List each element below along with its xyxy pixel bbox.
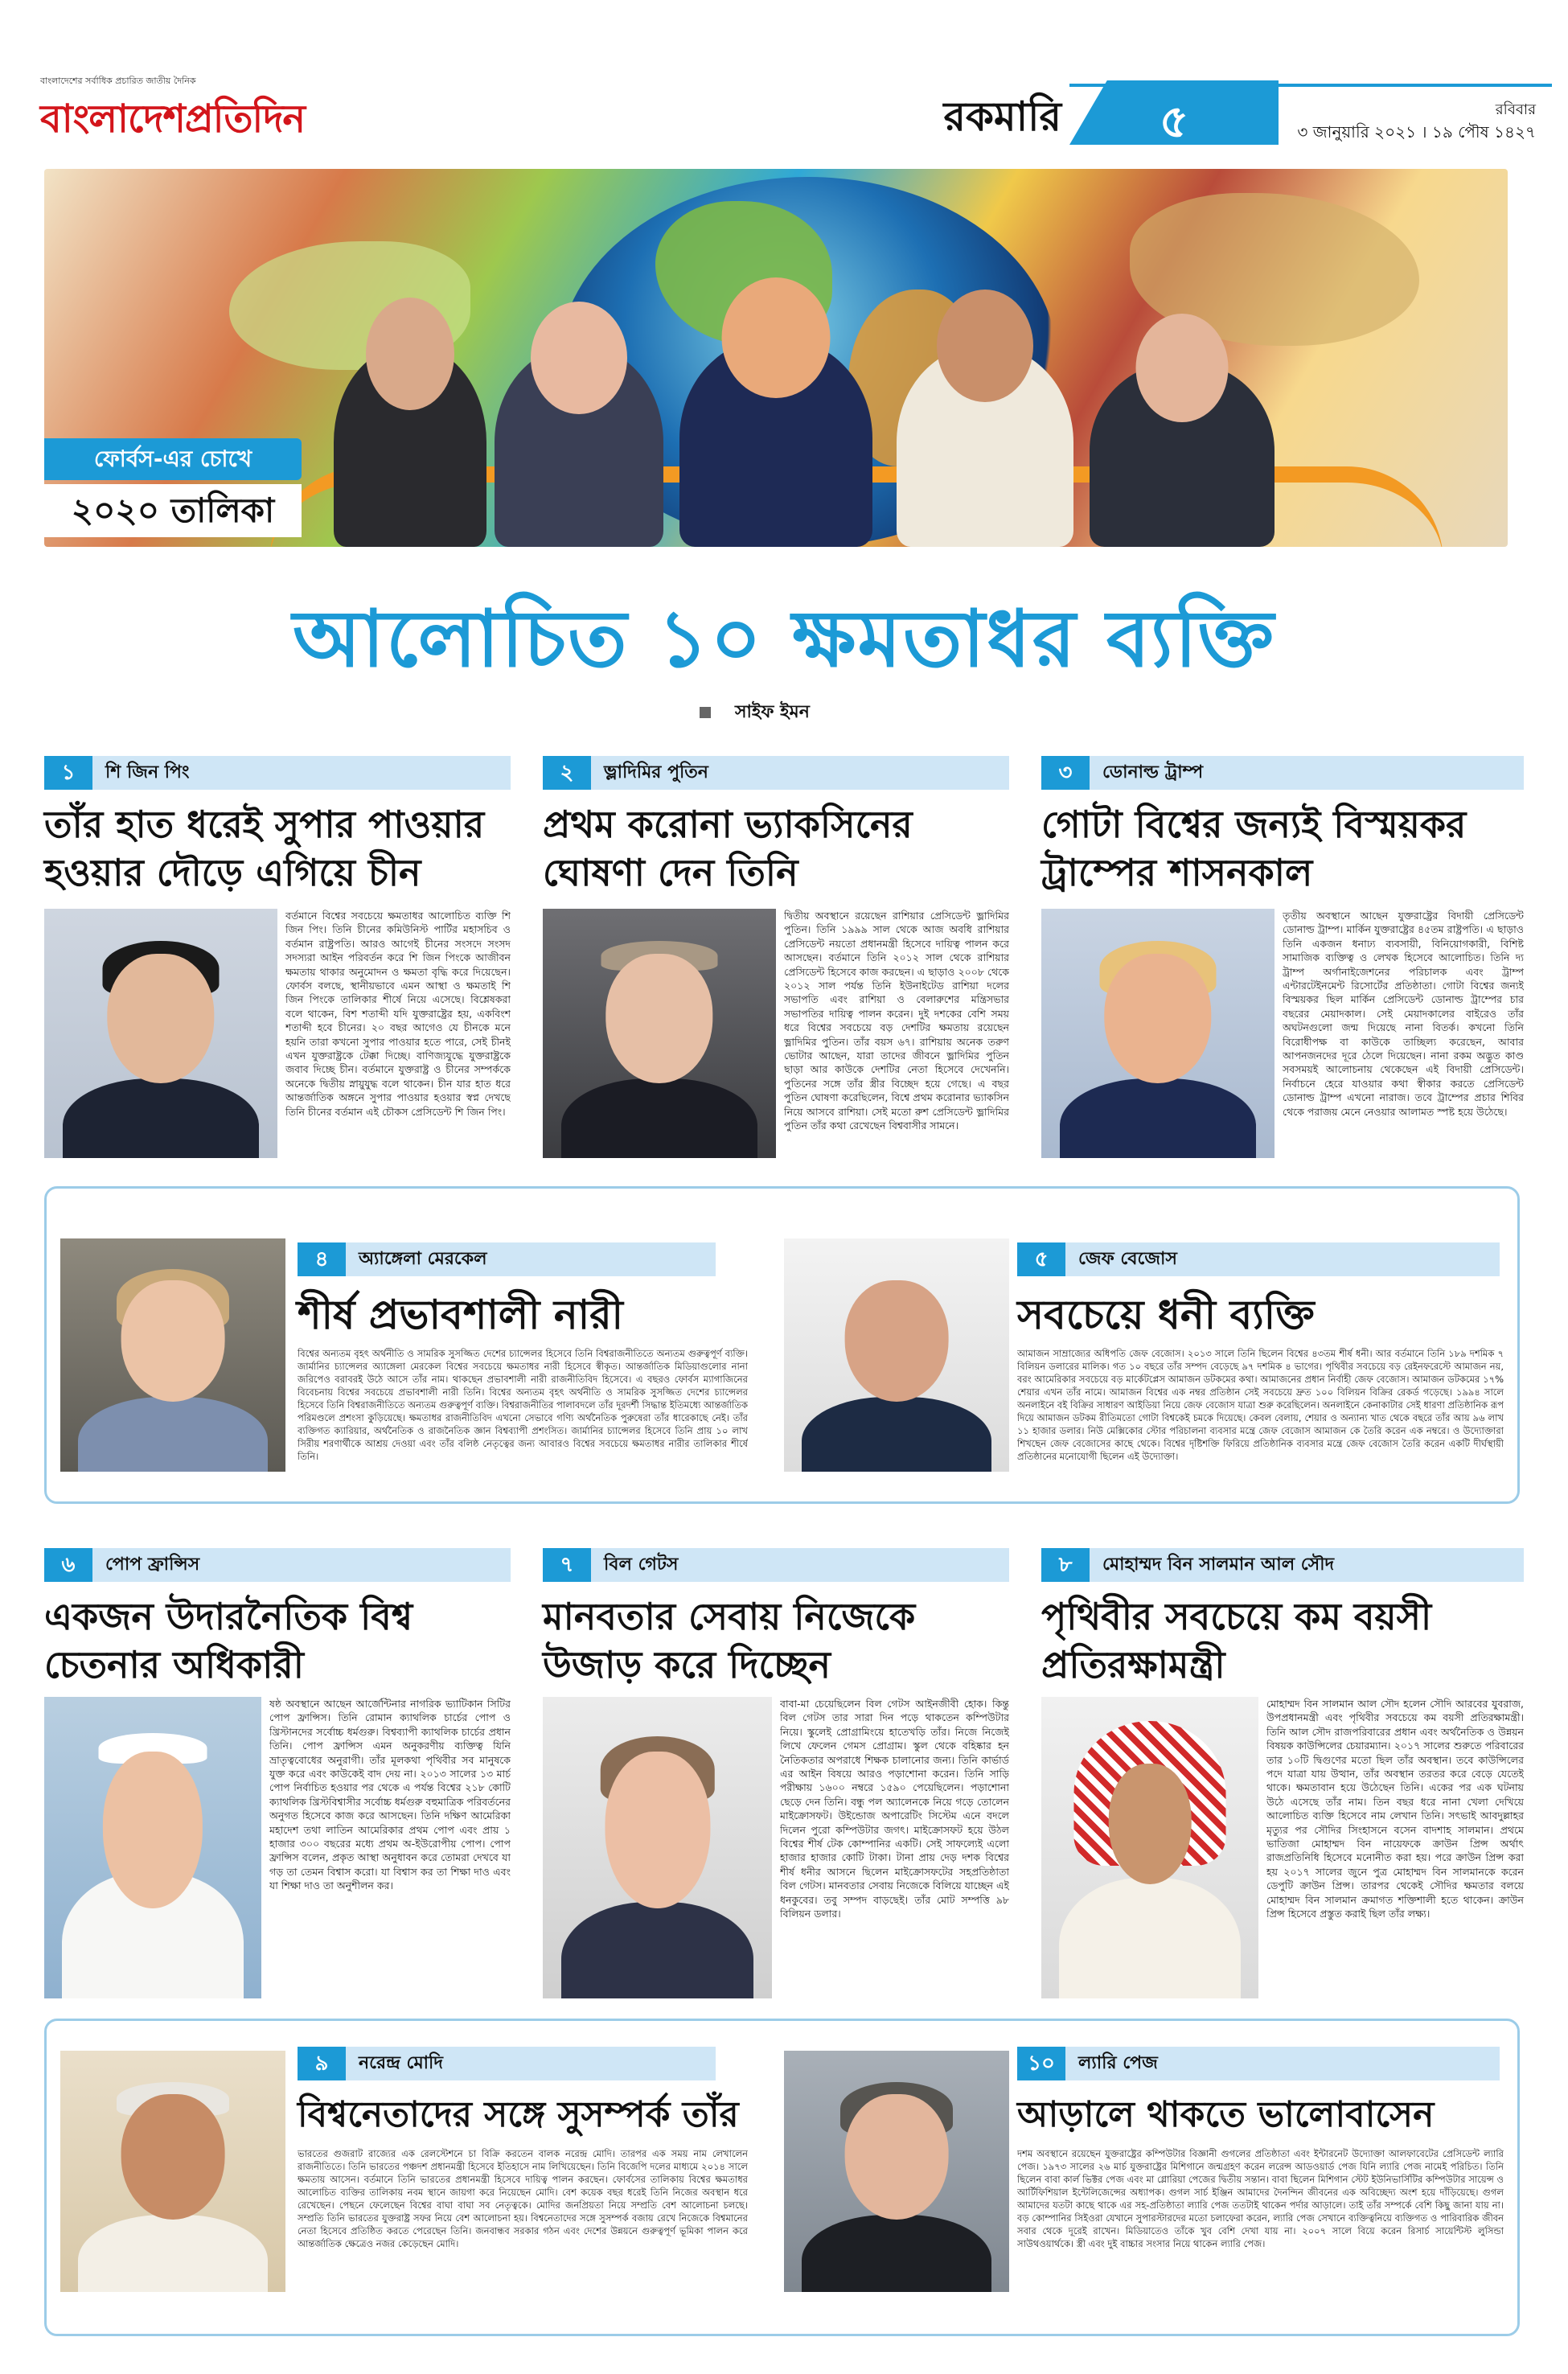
- entry-name: জেফ বেজোস: [1078, 1249, 1177, 1269]
- entry-title: একজন উদারনৈতিক বিশ্ব চেতনার অধিকারী: [44, 1595, 413, 1686]
- entry-label-10: [1017, 2047, 1500, 2080]
- entry-name: নরেন্দ্র মোদি: [359, 2053, 443, 2073]
- entry-number: ২: [543, 756, 591, 790]
- photo-pope-francis: [44, 1697, 261, 1998]
- entry-number: ৬: [44, 1548, 92, 1582]
- photo-vladimir-putin: [543, 909, 776, 1158]
- entry-label-1: [44, 756, 511, 790]
- entry-body: বিশ্বের অন্যতম বৃহৎ অর্থনীতি ও সামরিক সুসজ্জিত দেশের চ্যান্সেলর হিসেবে তিনি বিশ্বরাজনীতিতে অন্যতম গুরুত্বপূর্ণ ব্যক্তি। জার্মানির চ্যান্সেলর অ্যাঙ্গেলা মেরকেল বিশ্বের সবচেয়ে ক্ষমতাধর নারী হিসেবে স্বীকৃত। আন্তর্জাতিক মিডিয়াগুলোর নানা জরিপেও বরাবরই উঠে আসে তাঁর নাম। থাকছেন প্রভাবশালী নারী রাজনীতিবিদ হিসেবে। এ বছরও ফোর্বস ম্যাগাজিনের বিবেচনায় বিশ্বের সবচেয়ে প্রভাবশালী নারী তিনি। বিশ্বের অন্যতম বৃহৎ অর্থনীতি ও সামরিক সুসজ্জিত দেশের চ্যান্সেলর হিসেবে তিনি বিশ্বরাজনীতিতে অন্যতম গুরুত্বপূর্ণ ব্যক্তি। বিশ্বরাজনীতির পালাবদলে তাঁর দূরদর্শী সিদ্ধান্ত ইতিমধ্যে আন্তর্জাতিক পরিমণ্ডলে প্রশংসা কুড়িয়েছে। ক্ষমতাধর রাজনীতিবিদ এখনো সেভাবে গণ্যি অর্থনৈতিক পুরুষেরা তাঁর ধারেকাছে নেই। তাঁর ব্যক্তিগত ক্যারিয়ার, অর্থনৈতিক ও রাজনৈতিক জ্ঞান বিশ্বব্যাপী প্রশংসিত। জার্মানির চ্যান্সেলর হিসেবে তিনি প্রায় ১০ লাখ সিরীয় শরণার্থীকে আশ্রয় দেওয়া এবং তাঁর বলিষ্ঠ নেতৃত্বের জন্য আবারও বিশ্বের সবচেয়ে ক্ষমতাধর নারীর তালিকার শীর্ষে তিনি।: [298, 1348, 748, 1462]
- byline-bullet-icon: [700, 707, 711, 718]
- entry-number: ৫: [1017, 1242, 1065, 1276]
- entry-label-4: [298, 1242, 716, 1276]
- entry-body: তৃতীয় অবস্থানে আছেন যুক্তরাষ্ট্রের বিদায়ী প্রেসিডেন্ট ডোনাল্ড ট্রাম্প। মার্কিন যুক্তরাষ্ট্রের ৪৫তম রাষ্ট্রপতি। এ ছাড়াও তিনি একজন ধনাঢ্য ব্যবসায়ী, বিনিয়োগকারী, বিশিষ্ট সামাজিক ব্যক্তিত্ব ও লেখক হিসেবে আলোচিত। তিনি দ্য ট্রাম্প অর্গানাইজেশনের পরিচালক এবং ট্রাম্প এন্টারটেইনমেন্ট রিসোর্টের প্রতিষ্ঠাতা। গোটা বিশ্বের জন্যই বিস্ময়কর ছিল মার্কিন প্রেসিডেন্ট ডোনাল্ড ট্রাম্পের চার বছরের মেয়াদকাল। সেই মেয়াদকালের বাইরেও তাঁর অঘটনগুলো জন্ম দিয়েছে নানা বিতর্ক। কখনো তিনি বিরোধীপক্ষ বা কাউকে তাচ্ছিল্য করেছেন, আবার আপনজনদের দূরে ঠেলে দিয়েছেন। নানা রকম অদ্ভুত কাণ্ড সবসময়ই আলোচনায় থেকেছেন এই বিদায়ী প্রেসিডেন্ট। নির্বাচনে হেরে যাওয়ার কথা স্বীকার করতে প্রেসিডেন্ট ডোনাল্ড ট্রাম্প এখনো নারাজ। তবে ট্রাম্পের প্রচার শিবির থেকে পরাজয় মেনে নেওয়ার আলামত স্পষ্ট হয়ে উঠেছে।: [1283, 910, 1524, 1118]
- entry-body: দশম অবস্থানে রয়েছেন যুক্তরাষ্ট্রের কম্পিউটার বিজ্ঞানী গুগলের প্রতিষ্ঠাতা এবং ইন্টারনেট উদ্যোক্তা আলফাবেটের প্রেসিডেন্ট ল্যারি পেজ। ১৯৭৩ সালের ২৬ মার্চ যুক্তরাষ্ট্রের মিশিগানে জন্মগ্রহণ করেন লরেন্স আডওয়ার্ড পেজ যিনি ল্যারি পেজ নামেই পরিচিত। তিনি ছিলেন বাবা কার্ল ভিক্টর পেজ এবং মা গ্লোরিয়া পেজের দ্বিতীয় সন্তান। বাবা ছিলেন মিশিগান স্টেট ইউনিভার্সিটির কম্পিউটার সায়েন্স ও আর্টিফিশিয়াল ইন্টেলিজেন্সের অধ্যাপক। গুগল সার্চ ইঞ্জিন আমাদের দৈনন্দিন জীবনের এক অবিচ্ছেদ্য অংশ হয়ে দাঁড়িয়েছে। গুগল আমাদের যতটা কাছে থাকে এর সহ-প্রতিষ্ঠাতা ল্যারি পেজ ততটাই থাকেন পর্দার আড়ালে। তাই তাঁর সম্পর্কে বেশি কিছু জানা যায় না। বড় কোম্পানির সিইওরা যেখানে সুপারস্টারদের মতো চলাফেরা করেন, ল্যারি পেজ সেখানে ব্যক্তিত্বনিয়ে ব্যক্তিগত ও পারিবারিক জীবন সবার থেকে দূরেই রাখেন। মিডিয়াতেও তাঁকে খুব বেশি দেখা যায় না। ২০০৭ সালে বিয়ে করেন রিসার্চ সায়েন্টিস্ট লুসিন্ডা সাউথওয়ার্থকে। স্ত্রী এবং দুই বাচ্চার সংসার নিয়ে থাকেন ল্যারি পেজ।: [1017, 2148, 1504, 2249]
- entry-body: আমাজন সাম্রাজ্যের অধিপতি জেফ বেজোস। ২০১৩ সালে তিনি ছিলেন বিশ্বের ৪৩তম শীর্ষ ধনী। আর বর্তমানে তিনি ১৮৯ দশমিক ৭ বিলিয়ন ডলারের মালিক। গত ১০ বছরে তাঁর সম্পদ বেড়েছে ৯৭ দশমিক ৪ ভাগের। পৃথিবীর সবচেয়ে বড় রেইনফরেস্টে আমাজন নয়, বরং আমেরিকার সবচেয়ে বড় মার্কেটপ্লেস আমাজন ডটকমের কথা। আমাজনের প্রধান নির্বাহী জেফ বেজোস। আমাজন ডটকমের ১৭% শেয়ার এখন তাঁর নামে। আমাজন বিশ্বের এক নম্বর প্রতিষ্ঠান সেই সবচেয়ে দ্রুত ১০০ বিলিয়ন বিক্রির রেকর্ড গড়েছে। ১৯৯৪ সালে অনলাইনে বই বিক্রির সাধারণ আইডিয়া নিয়ে জেফ বেজোস যাত্রা শুরু করেছিলেন। অনলাইনে কেনাকাটার সেই ধারণা প্রতিষ্ঠানিক রূপ দিয়ে আমাজন ডটকম রীতিমতো গোটা বিশ্বকেই চমকে দিয়েছে। কেবল বেলায়, শেয়ার ও অন্যান্য খাত থেকে বছরে তাঁর আয় ৯৬ লাখ ১১ হাজার ডলার। নিউ মেক্সিকোর স্টোর পরিচালনা ব্যবসার মন্ত্রে জেফ বেজোস আমাজন কে তৈরি করেন এক নম্বরে। ও উদ্যোক্তারা শিখছেন জেফ বেজোসের কাছে থেকে। বিশ্বের দৃষ্টিশক্তি ফিরিয়ে প্রতিষ্ঠানিক ব্যবসার মন্ত্রে জেফ বেজোস তৈরি করেন একটি দীর্ঘস্থায়ী প্রতিষ্ঠানের মনোযোগী ছিলেন এই উদ্যোক্তা।: [1017, 1348, 1504, 1462]
- banner-portrait-gates: [495, 346, 663, 547]
- masthead-logo[interactable]: [32, 72, 306, 145]
- entry-number: ৭: [543, 1548, 591, 1582]
- list-year-title: ২০২০ তালিকা: [44, 484, 302, 537]
- entry-number: ১০: [1017, 2047, 1065, 2080]
- entry-title: প্রথম করোনা ভ্যাকসিনের ঘোষণা দেন তিনি: [543, 803, 913, 894]
- author-name: সাইফ ইমন: [735, 702, 810, 722]
- entry-label-8: [1041, 1548, 1524, 1582]
- entry-name: ল্যারি পেজ: [1078, 2053, 1158, 2073]
- entry-title: তাঁর হাত ধরেই সুপার পাওয়ার হওয়ার দৌড়ে এগিয়ে চীন: [44, 803, 485, 894]
- entry-body: বাবা-মা চেয়েছিলেন বিল গেটস আইনজীবী হোক। কিন্তু বিল গেটস তার সারা দিন পড়ে থাকতেন কম্পিউটার নিয়ে। স্কুলেই প্রোগ্রামিংয়ে হাতেখড়ি তাঁর। নিজে নিজেই লিখে ফেলেন গেমস প্রোগ্রাম। স্কুল থেকে বহিষ্কার হন নৈতিকতার অপরাধে শিক্ষক চালানোর জন্য। তিনি কার্ভার্ড এর আইন বিষয়ে আরও পড়াশোনা করেন। তিনি সাড়ি পরীক্ষায় ১৬০০ নম্বরে ১৫৯০ পেয়েছিলেন। পড়াশোনা ছেড়ে দেন তিনি। বন্ধু পল অ্যালেনকে নিয়ে গড়ে তোলেন মাইক্রোসফট। উইন্ডোজ অপারেটিং সিস্টেম এনে বদলে দিলেন পুরো কম্পিউটার জগৎ। মাইক্রোসফট হয়ে উঠল বিশ্বের শীর্ষ টেক কোম্পানির একটি। সেই সাফল্যেই এলো হাজার হাজার কোটি টাকা। টানা প্রায় দেড় দশক বিশ্বের শীর্ষ ধনীর আসনে ছিলেন মাইক্রোসফটের সহপ্রতিষ্ঠাতা বিল গেটস। মানবতার সেবায় নিজেকে বিলিয়ে যাচ্ছেন এই ধনকুবের। তবু সম্পদ বাড়ছেই। তাঁর মোট সম্পত্তি ৯৮ বিলিয়ন ডলার।: [780, 1698, 1009, 1920]
- entry-number: ৩: [1041, 756, 1090, 790]
- photo-narendra-modi: [60, 2051, 285, 2292]
- main-headline: আলোচিত ১০ ক্ষমতাধর ব্যক্তি: [292, 594, 1276, 685]
- entry-label-3: [1041, 756, 1524, 790]
- entry-title: মানবতার সেবায় নিজেকে উজাড় করে দিচ্ছেন: [543, 1595, 916, 1686]
- photo-angela-merkel: [60, 1238, 285, 1472]
- entry-title: সবচেয়ে ধনী ব্যক্তি: [1017, 1292, 1315, 1338]
- entry-name: অ্যাঙ্গেলা মেরকেল: [359, 1249, 487, 1269]
- photo-mohammed-bin-salman: [1041, 1697, 1258, 1998]
- entry-name: পোপ ফ্রান্সিস: [105, 1555, 200, 1575]
- forbes-tag: ফোর্বস-এর চোখে: [44, 438, 302, 480]
- photo-donald-trump: [1041, 909, 1275, 1158]
- entry-title: গোটা বিশ্বের জন্যই বিস্ময়কর ট্রাম্পের শাসনকাল: [1041, 803, 1467, 894]
- issue-date: ৩ জানুয়ারি ২০২১ । ১৯ পৌষ ১৪২৭: [1297, 122, 1536, 142]
- page-number: ৫: [1159, 96, 1189, 148]
- entry-title: পৃথিবীর সবচেয়ে কম বয়সী প্রতিরক্ষামন্ত্রী: [1041, 1595, 1432, 1686]
- entry-name: ভ্লাদিমির পুতিন: [604, 762, 708, 782]
- byline: [700, 698, 1021, 728]
- banner-portrait-modi: [897, 346, 1073, 547]
- photo-bill-gates: [543, 1697, 772, 1998]
- entry-name: বিল গেটস: [604, 1555, 679, 1575]
- banner-portrait-putin: [1090, 362, 1275, 547]
- entry-name: শি জিন পিং: [105, 762, 190, 782]
- entry-body: বর্তমানে বিশ্বের সবচেয়ে ক্ষমতাধর আলোচিত ব্যক্তি শি জিন পিং। তিনি চীনের কমিউনিস্ট পার্টির মহাসচিব ও বর্তমান রাষ্ট্রপতি। আরও আগেই চীনের সংসদে সংসদ সদস্যরা আইন পরিবর্তন করে শি জিন পিংকে আজীবন ক্ষমতায় থাকার অনুমোদন ও ক্ষমতা বৃদ্ধি করে দিয়েছেন। ফোর্বস বলছে, স্থানীয়ভাবে এমন আস্থা ও ক্ষমতাই শি জিন পিংকে তালিকার শীর্ষে নিয়ে এসেছে। বিশ্লেষকরা বলে থাকেন, বিশ শতাব্দী যদি যুক্তরাষ্ট্রের হয়, একবিংশ শতাব্দী হবে চীনের। ২০ বছর আগেও যে চীনকে মনে হয়নি তারা কখনো সুপার পাওয়ার হতে পারে, সেই চীনই এখন যুক্তরাষ্ট্রকে টেক্কা দিচ্ছে। বাণিজ্যযুদ্ধে যুক্তরাষ্ট্রকে জবাব দিচ্ছে চীন। বর্তমানে যুক্তরাষ্ট্র ও চীনের সম্পর্ককে অনেকে দ্বিতীয় স্নায়ুযুদ্ধ বলে থাকেন। চীন যার হাত ধরে আন্তর্জাতিক অঙ্গনে সুপার পাওয়ার হওয়ার স্বপ্ন দেখছে তিনি চীনের বর্তমান এই চৌকস প্রেসিডেন্ট শি জিন পিং।: [285, 910, 511, 1118]
- entry-body: মোহাম্মদ বিন সালমান আল সৌদ হলেন সৌদি আরবের যুবরাজ, উপপ্রধানমন্ত্রী এবং পৃথিবীর সবচেয়ে কম বয়সী প্রতিরক্ষামন্ত্রী। তিনি আল সৌদ রাজপরিবারের প্রধান এবং অর্থনৈতিক ও উন্নয়ন বিষয়ক কাউন্সিলের চেয়ারম্যান। ২০১৭ সালের শুরুতে পরিবারের তার ১০টি দ্বিগুণের মতো ছিল তাঁর অবস্থান। তবে কাউন্সিলের পদে যাত্রা যায় উত্থান, তাঁর অবস্থান তরতর করে বেড়ে যেতেই থাকে। ক্ষমতাবান হয়ে উঠেছেন তিনি। একের পর এক ঘটনায় উঠে এসেছে তাঁর নাম। তিন বছর ধরে নানা খেলা দেখিয়ে আলোচিত ব্যক্তি হিসেবে নাম লেখান তিনি। সৎভাই আবদুল্লাহর মৃত্যুর পর সৌদির সিংহাসনে বসেন বাদশাহ সালমান। প্রথমে ভাতিজা মোহাম্মদ বিন নায়েফকে ক্রাউন প্রিন্স অর্থাৎ রাজপ্রতিনিধি হিসেবে মনোনীত করা হয়। পরে ক্রাউন প্রিন্স করা হয় ২০১৭ সালের জুনে পুত্র মোহাম্মদ বিন সালমানকে করেন ডেপুটি ক্রাউন প্রিন্স। তারপর থেকেই সৌদির ক্ষমতার বলয়ে মোহাম্মদ বিন সালমান ক্রমাগত শক্তিশালী হতে থাকেন। ক্রাউন প্রিন্স হিসেবে প্রস্তুত করাই ছিল তাঁর লক্ষ্য।: [1266, 1698, 1524, 1920]
- entry-title: আড়ালে থাকতে ভালোবাসেন: [1017, 2094, 1435, 2135]
- entry-number: ৮: [1041, 1548, 1090, 1582]
- entry-body: ষষ্ঠ অবস্থানে আছেন আর্জেন্টিনার নাগরিক ভ্যাটিকান সিটির পোপ ফ্রান্সিস। তিনি রোমান ক্যাথলিক চার্চের পোপ ও খ্রিস্টানদের সর্বোচ্চ ধর্মগুরু। বিশ্বব্যাপী ক্যাথলিক চার্চের প্রধান তিনি। পোপ ফ্রান্সিস এমন অনুকরণীয় ব্যক্তিত্ব যিনি ভ্রাতৃত্ববোধের অনুরাগী। তাঁর মূলকথা পৃথিবীর সব মানুষকে যুক্ত করে এবং কাউকেই বাদ দেয় না। ২০১৩ সালের ১৩ মার্চ পোপ নির্বাচিত হওয়ার পর থেকে এ পর্যন্ত বিশ্বের ২১৮ কোটি ক্যাথলিক খ্রিস্টবিশ্বাসীর সর্বোচ্চ ধর্মগুরু বহুমাত্রিক পরিবর্তনের অনুগত হিসেবে কাজ করে আসছেন। তিনি দক্ষিণ আমেরিকা মহাদেশ তথা লাতিন আমেরিকার প্রথম পোপ এবং প্রায় ১ হাজার ৩০০ বছরের মধ্যে প্রথম অ-ইউরোপীয় পোপ। পোপ ফ্রান্সিস বলেন, প্রকৃত আস্থা অনুধাবন করে তোমরা দেখবে যা গড় তা তেমন বিশ্বাস করো। যা বিশ্বাস কর তা শিক্ষা দাও এবং যা শিক্ষা দাও তা অনুশীলন কর।: [269, 1698, 511, 1892]
- entry-name: মোহাম্মদ বিন সালমান আল সৌদ: [1102, 1555, 1335, 1575]
- banner-portrait-bezos: [334, 346, 486, 547]
- section-name: রকমারি: [943, 93, 1061, 140]
- entry-title: শীর্ষ প্রভাবশালী নারী: [298, 1292, 623, 1338]
- entry-body: দ্বিতীয় অবস্থানে রয়েছেন রাশিয়ার প্রেসিডেন্ট ভ্লাদিমির পুতিন। তিনি ১৯৯৯ সাল থেকে আজ অবধি রাশিয়ার প্রেসিডেন্ট নয়তো প্রধানমন্ত্রী হিসেবে দায়িত্ব পালন করে আসছেন। বর্তমানে তিনি ২০১২ সাল থেকে রাশিয়ার প্রেসিডেন্ট হিসেবে কাজ করছেন। এ ছাড়াও ২০০৮ থেকে ২০১২ সাল পর্যন্ত তিনি ইউনাইটেড রাশিয়া দলের সভাপতি এবং রাশিয়া ও বেলারুশের মন্ত্রিসভার সভাপতির দায়িত্ব পালন করেন। দুই দশকের বেশি সময় ধরে বিশ্বের সবচেয়ে বড় দেশটির ক্ষমতায় রয়েছেন ভ্লাদিমির পুতিন। তাঁর বয়স ৬৭। রাশিয়ায় অনেক তরুণ ভোটার আছেন, যারা তাদের জীবনে ভ্লাদিমির পুতিন ছাড়া আর কাউকে দেশটির নেতা হিসেবে দেখেননি। পুতিনের সঙ্গে তাঁর স্ত্রীর বিচ্ছেদ হয়ে গেছে। এ বছর পুতিন ঘোষণা করেছিলেন, বিশ্বে প্রথম করোনার ভ্যাকসিন নিয়ে আসবে রাশিয়া। সেই মতো রুশ প্রেসিডেন্ট ভ্লাদিমির পুতিন তাঁর কথা রেখেছেন বিশ্ববাসীর সামনে।: [784, 910, 1009, 1132]
- logo-text: বাংলাদেশপ্রতিদিন: [40, 97, 306, 142]
- entry-body: ভারতের গুজরাট রাজ্যের এক রেলস্টেশনে চা বিক্রি করতেন বালক নরেন্দ্র মোদি। তারপর এক সময় নাম লেখালেন রাজনীতিতে। তিনি ভারতের পঞ্চদশ প্রধানমন্ত্রী হিসেবে ইতিহাসে নাম লিখিয়েছেন। তিনি বিজেপি দলের মাধ্যমে ২০১৪ সালে ক্ষমতায় আসেন। বর্তমানে তিনি ভারতের প্রধানমন্ত্রী হিসেবে দায়িত্ব পালন করছেন। ফোর্বসের তালিকায় বিশ্বের ক্ষমতাধর আলোচিত ব্যক্তির তালিকায় নবম স্থানে জায়গা করে নিয়েছেন মোদি। বেশ কয়েক বছর ধরেই তিনি নিজের অবস্থান ধরে রেখেছেন। পেছনে ফেলেছেন বিশ্বের বাঘা বাঘা সব নেতৃত্বকে। মোদির জনপ্রিয়তা নিয়ে সম্প্রতি বেশ আলোচনা চলছে। সম্প্রতি তিনি ভারতের যুক্তরাষ্ট্র সফর নিয়ে বেশ আলোচনা হয়। বিশ্বনেতাদের সঙ্গে সুসম্পর্ক বজায় রেখে নিজেকে বিশ্বমানের নেতা হিসেবে প্রতিষ্ঠিত করতে পেরেছেন তিনি। জনবান্ধব সরকার গঠন এবং দেশের উন্নয়নে গুরুত্বপূর্ণ ভূমিকা পালন করে আন্তর্জাতিক ক্ষেত্রেও নজর কেড়েছেন মোদি।: [298, 2148, 748, 2249]
- photo-jeff-bezos: [784, 1238, 1009, 1472]
- entry-number: ১: [44, 756, 92, 790]
- logo-tagline: বাংলাদেশের সর্বাধিক প্রচারিত জাতীয় দৈনিক: [40, 76, 196, 86]
- photo-larry-page: [784, 2051, 1009, 2292]
- entry-label-2: [543, 756, 1009, 790]
- banner-portrait-trump: [679, 338, 872, 547]
- entry-title: বিশ্বনেতাদের সঙ্গে সুসম্পর্ক তাঁর: [298, 2094, 739, 2135]
- issue-day: রবিবার: [1495, 101, 1536, 118]
- entry-label-6: [44, 1548, 511, 1582]
- entry-number: ৯: [298, 2047, 346, 2080]
- entry-label-9: [298, 2047, 716, 2080]
- photo-xi-jinping: [44, 909, 277, 1158]
- entry-label-7: [543, 1548, 1009, 1582]
- entry-label-5: [1017, 1242, 1500, 1276]
- entry-name: ডোনাল্ড ট্রাম্প: [1102, 762, 1204, 782]
- entry-number: ৪: [298, 1242, 346, 1276]
